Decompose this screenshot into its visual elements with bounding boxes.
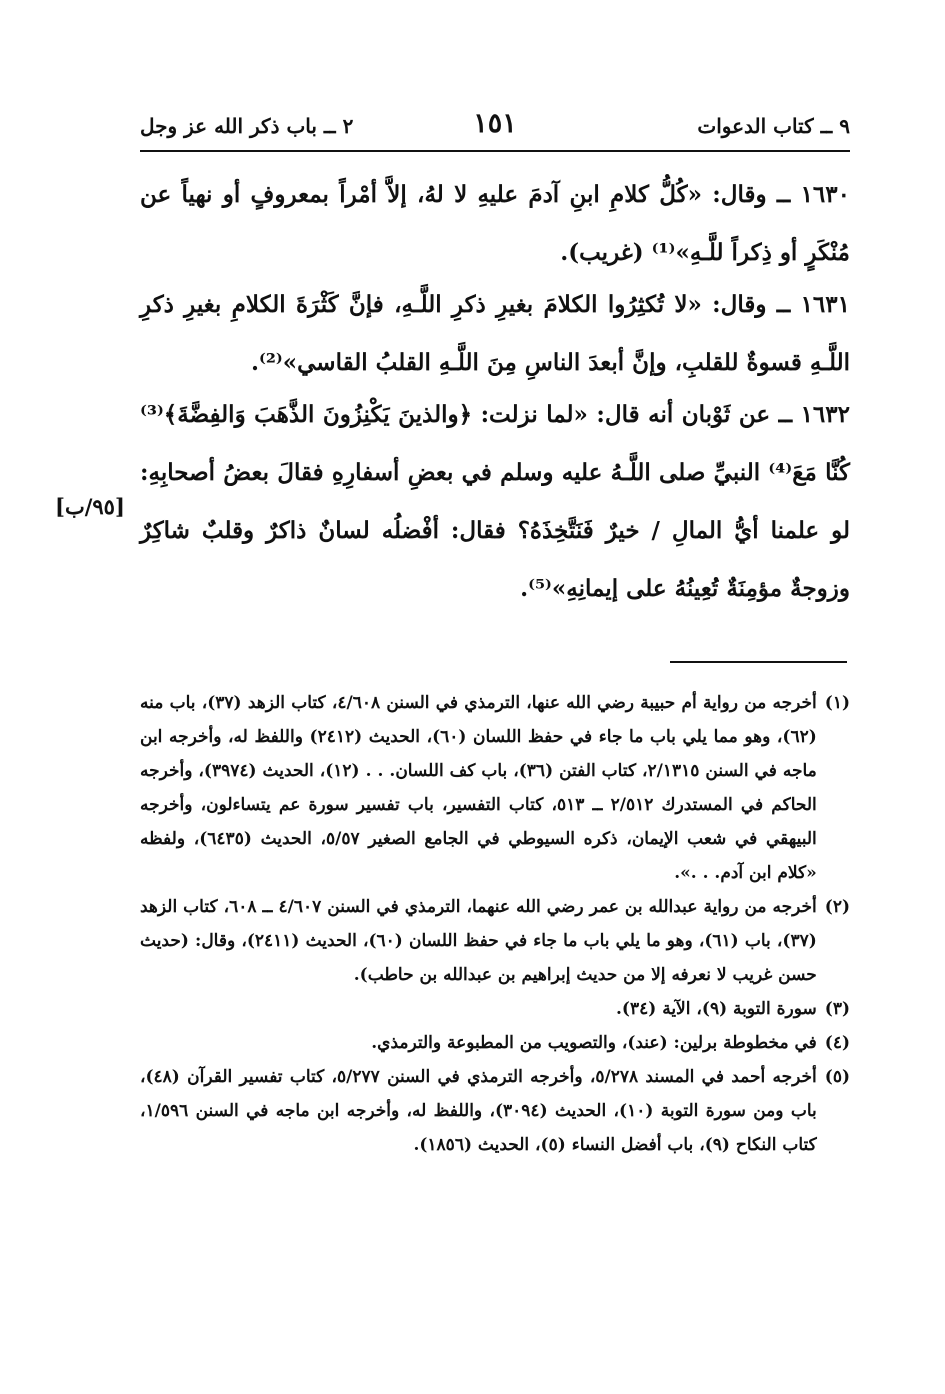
chapter-title: ٩ ــ كتاب الدعوات — [697, 114, 850, 138]
hadith-text: ــ وقال: «لا تُكثِرُوا الكلامَ بغيرِ ذكرِ اللَّـهِ، فإنَّ كَثْرَةَ الكلامِ بغيرِ ذكرِ اللَّـهِ قسوةٌ للقلبِ، وإنَّ أبعدَ الناسِ مِنَ اللَّـهِ القلبُ القاسي»⁽²⁾. — [140, 291, 850, 376]
hadith-number: ١٦٣٠ — [800, 181, 850, 208]
manuscript-folio-note: [٩٥/ب] — [55, 494, 125, 519]
footnote-text: أخرجه من رواية عبدالله بن عمر رضي الله عنهما، الترمذي في السنن ٤/٦٠٧ ــ ٦٠٨، كتاب الزهد (٣٧)، باب (٦١)، وهو ما يلي باب ما جاء في حفظ اللسان (٦٠)، الحديث (٢٤١١)، وقال: (حديث حسن غريب لا نعرفه إلا من حديث إبراهيم بن عبدالله بن حاطب). — [140, 897, 817, 985]
hadith-number: ١٦٣١ — [800, 291, 850, 318]
footnote-2 — [140, 890, 850, 992]
footnote-text: أخرجه أحمد في المسند ٥/٢٧٨، وأخرجه الترمذي في السنن ٥/٢٧٧، كتاب تفسير القرآن (٤٨)، باب ومن سورة التوبة (١٠)، الحديث (٣٠٩٤)، واللفظ له، وأخرجه ابن ماجه في السنن ١/٥٩٦، كتاب النكاح (٩)، باب أفضل النساء (٥)، الحديث (١٨٥٦). — [140, 1067, 817, 1155]
footnotes — [140, 686, 850, 1162]
running-header — [140, 108, 850, 148]
footnote-number: (٢) — [824, 897, 850, 917]
footnote-3 — [140, 992, 850, 1026]
footnote-text: سورة التوبة (٩)، الآية (٣٤). — [616, 999, 817, 1019]
hadith-text: ــ عن ثَوْبان أنه قال: «لما نزلت: ﴿والذينَ يَكْنِزُونَ الذَّهَبَ وَالفِضَّةَ﴾⁽³⁾ كُنَّا مَعَ⁽⁴⁾ النبيِّ صلى اللَّـهُ عليه وسلم في بعضِ أسفارِهِ فقالَ بعضُ أصحابِهِ: لو علمنا أيُّ المالِ / خيرٌ فَنَتَّخِذَهُ؟ فقال: أفْضلُه لسانٌ ذاكرٌ وقلبٌ شاكِرٌ وزوجةٌ مؤمِنَةٌ تُعِينُهُ على إيمانِهِ»⁽⁵⁾. — [140, 401, 850, 602]
footnote-text: أخرجه من رواية أم حبيبة رضي الله عنها، الترمذي في السنن ٤/٦٠٨، كتاب الزهد (٣٧)، باب منه (٦٢)، وهو مما يلي باب ما جاء في حفظ اللسان (٦٠)، الحديث (٢٤١٢) واللفظ له، وأخرجه ابن ماجه في السنن ٢/١٣١٥، كتاب الفتن (٣٦)، باب كف اللسان. . . (١٢)، الحديث (٣٩٧٤)، وأخرجه الحاكم في المستدرك ٢/٥١٢ ــ ٥١٣، كتاب التفسير، باب تفسير سورة عم يتساءلون، وأخرجه البيهقي في شعب الإيمان، ذكره السيوطي في الجامع الصغير ٥/٥٧، الحديث (٦٤٣٥)، ولفظه «كلام ابن آدم. . .». — [140, 693, 817, 883]
header-rule — [140, 150, 850, 152]
footnote-4 — [140, 1026, 850, 1060]
footnote-1 — [140, 686, 850, 890]
hadith-1632 — [140, 386, 850, 618]
footnote-number: (١) — [824, 693, 850, 713]
hadith-1631 — [140, 276, 850, 392]
footnote-5 — [140, 1060, 850, 1162]
footnote-separator — [670, 661, 847, 663]
section-title: ٢ ــ باب ذكر الله عز وجل — [140, 114, 354, 138]
hadith-number: ١٦٣٢ — [800, 401, 850, 428]
footnote-number: (٤) — [824, 1033, 850, 1053]
footnote-number: (٥) — [824, 1067, 850, 1087]
hadith-text: ــ وقال: «كُلُّ كلامِ ابنِ آدمَ عليهِ لا لهُ، إلاَّ أمْراً بمعروفٍ أو نهياً عن مُنْكَرٍ أو ذِكراً للَّـهِ»⁽¹⁾ (غريب). — [140, 181, 850, 266]
footnote-text: في مخطوطة برلين: (عند)، والتصويب من المطبوعة والترمذي. — [371, 1033, 817, 1053]
hadith-1630 — [140, 166, 850, 282]
footnote-number: (٣) — [824, 999, 850, 1019]
page-number: ١٥١ — [473, 108, 517, 139]
